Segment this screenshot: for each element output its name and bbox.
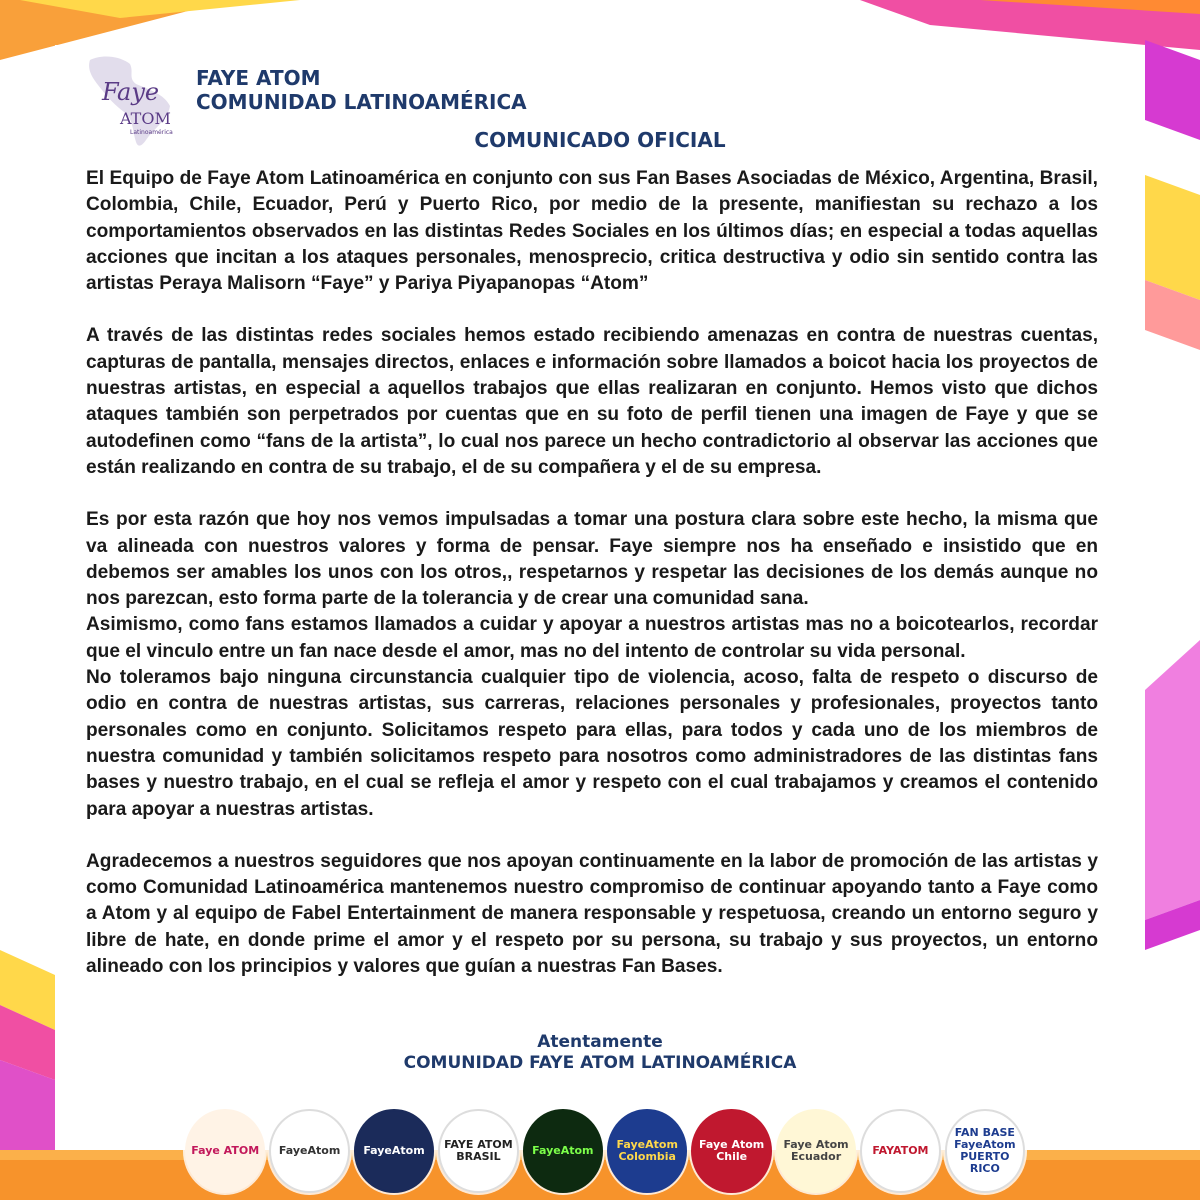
svg-text:Latinoamérica: Latinoamérica	[130, 129, 173, 136]
org-name-line2: COMUNIDAD LATINOAMÉRICA	[196, 90, 527, 114]
ecuador-logo-icon	[776, 1109, 856, 1193]
org-name-line1: FAYE ATOM	[196, 66, 321, 90]
closing-block	[0, 1032, 1200, 1074]
paragraph-4: Asimismo, como fans estamos llamados a cuidar y apoyar a nuestros artistas mas no a boicotearlos, recordar que el vinculo entre un fan nace desde el amor, mas no del intento de controlar su vida personal.	[86, 614, 1098, 662]
fan-base-label: FayeAtom Colombia	[616, 1138, 678, 1163]
organization-name	[196, 66, 527, 114]
fan-base-label: FayeAtom	[363, 1144, 425, 1157]
paragraph-1: El Equipo de Faye Atom Latinoamérica en conjunto con sus Fan Bases Asociadas de México, Argentina, Brasil, Colombia, Chile, Ecuador, Perú y Puerto Rico, por medio de la presente, manifiestan su rechazo a los comportamientos observados en las distintas Redes Sociales en los últimos días; en especial a todas aquellas acciones que incitan a los ataques personales, menosprecio, critica destructiva y odio sin sentido contra las artistas Peraya Malisorn “Faye” y Pariya Piyapanopas “Atom”	[86, 168, 1098, 295]
paragraph-5: No toleramos bajo ninguna circunstancia cualquier tipo de violencia, acoso, falta de respeto o discurso de odio en contra de nuestras artistas, sus carreras, relaciones personales y profesionales, proyectos tanto personales como en conjunto. Solicitamos respeto para ellas, para todos y cada uno de los miembros de nuestra comunidad y también solicitamos respeto para nosotros como administradores de las distintas fans bases y nuestro trabajo, en el cual se refleja el amor y respeto con el cual trabajamos y creamos el contenido para apoyar a nuestras artistas.	[86, 667, 1098, 820]
sunflower-logo-icon	[185, 1109, 265, 1193]
salutation: Atentamente	[537, 1032, 663, 1052]
fan-base-label: FAYATOM	[872, 1144, 929, 1157]
document-title: COMUNICADO OFICIAL	[474, 128, 726, 152]
fan-base-label: FAYE ATOM BRASIL	[444, 1138, 513, 1163]
paragraph-3: Es por esta razón que hoy nos vemos impulsadas a tomar una postura clara sobre este hecho, la misma que va alineada con nuestros valores y forma de pensar. Faye siempre nos ha enseñado e insistido que en debemos ser amables los unos con los otros,, respetarnos y respetar las decisiones de los demás aunque no nos parezcan, esto forma parte de la tolerancia y de crear una comunidad sana.	[86, 509, 1098, 610]
signature: COMUNIDAD FAYE ATOM LATINOAMÉRICA	[403, 1053, 797, 1073]
svg-text:Faye: Faye	[102, 78, 160, 106]
statement-body	[86, 166, 1098, 980]
fan-base-label: Faye ATOM	[191, 1144, 260, 1157]
brasil-logo-icon	[438, 1109, 518, 1193]
fan-base-logos	[185, 1105, 1025, 1197]
fan-base-label: Faye Atom Chile	[699, 1138, 765, 1163]
fan-base-label: Faye Atom Ecuador	[783, 1138, 849, 1163]
peru-photo-logo-icon	[860, 1109, 940, 1193]
script-logo-icon	[269, 1109, 349, 1193]
chile-logo-icon	[691, 1109, 771, 1193]
colombia-flag-logo-icon	[607, 1109, 687, 1193]
fan-base-label: FayeAtom	[278, 1144, 341, 1157]
svg-text:ATOM: ATOM	[120, 109, 171, 128]
paragraph-2: A través de las distintas redes sociales hemos estado recibiendo amenazas en contra de nuestras cuentas, capturas de pantalla, mensajes directos, enlaces e información sobre llamados a boicot hacia los proyectos de nuestras artistas, en especial a aquellos trabajos que ellas realizaran en conjunto. Hemos visto que dichos ataques también son perpetrados por cuentas que en su foto de perfil tienen una imagen de Faye y que se autodefinen como “fans de la artista”, lo cual nos parece un hecho contradictorio al observar las acciones que están realizando en contra de su trabajo, el de su compañera y el de su empresa.	[86, 325, 1098, 478]
fan-base-label: FayeAtom	[532, 1144, 594, 1157]
paragraph-6: Agradecemos a nuestros seguidores que nos apoyan continuamente en la labor de promoción de las artistas y como Comunidad Latinoamérica mantenemos nuestro compromiso de continuar apoyando tanto a Faye como a Atom y al equipo de Fabel Entertainment de manera responsable y respetuosa, creando un entorno seguro y libre de hate, en donde prime el amor y el respeto por su persona, su trabajo y sus proyectos, un entorno alineado con los principios y valores que guían a nuestras Fan Bases.	[86, 850, 1098, 978]
photo-logo-icon	[354, 1109, 434, 1193]
green-script-logo-icon	[523, 1109, 603, 1193]
puerto-rico-logo-icon	[945, 1109, 1025, 1193]
fan-base-label: FAN BASE FayeAtom PUERTO RICO	[954, 1126, 1016, 1175]
